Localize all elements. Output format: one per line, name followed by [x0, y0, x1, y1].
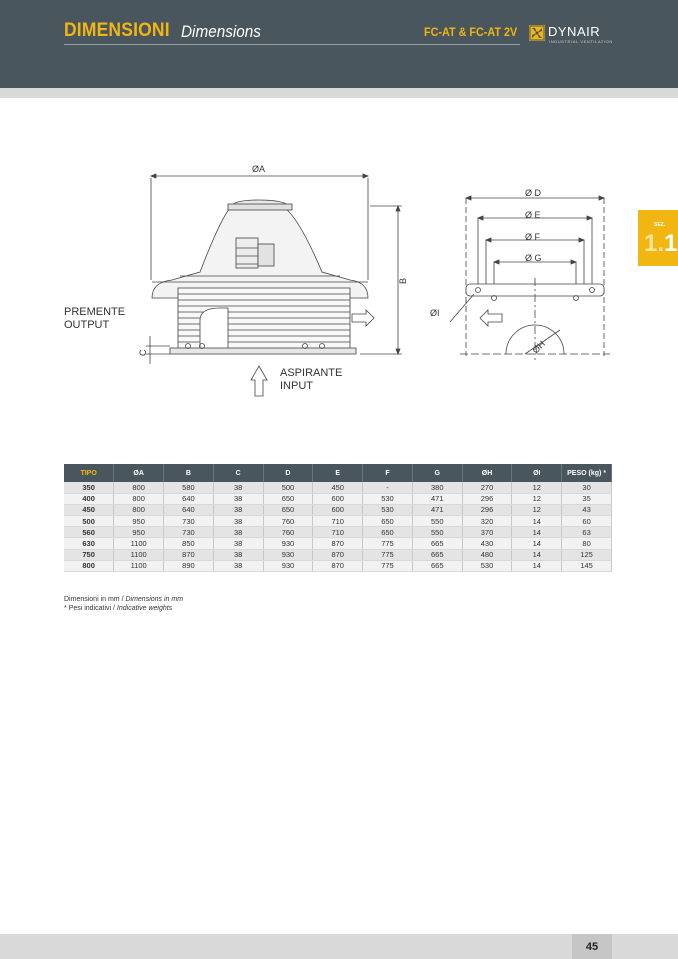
col-header: C: [213, 464, 263, 482]
table-cell: 1100: [114, 560, 164, 571]
table-cell: 665: [412, 538, 462, 549]
table-cell: 730: [164, 516, 214, 527]
page-number-box: [572, 934, 612, 959]
table-header-row: [64, 464, 612, 482]
dim-e-label: Ø E: [525, 210, 541, 220]
table-cell: 14: [512, 516, 562, 527]
section-label: SEZ.: [654, 222, 666, 228]
dim-d-label: Ø D: [525, 188, 542, 198]
table-cell: 14: [512, 527, 562, 538]
table-cell: 38: [213, 516, 263, 527]
product-name: FC-AT & FC-AT 2V: [424, 25, 518, 39]
outlet-label-it: PREMENTE: [64, 306, 126, 318]
page-title: DIMENSIONI: [64, 20, 170, 41]
table-cell: 870: [164, 549, 214, 560]
table-cell: 775: [363, 560, 413, 571]
table-cell: 296: [462, 504, 512, 515]
col-header: ØH: [462, 464, 512, 482]
table-cell: 650: [263, 493, 313, 504]
table-cell: 500: [64, 516, 114, 527]
col-header: E: [313, 464, 363, 482]
table-cell: 270: [462, 482, 512, 493]
page-header: [0, 0, 678, 88]
col-header: ØI: [512, 464, 562, 482]
table-cell: 640: [164, 504, 214, 515]
table-cell: 560: [64, 527, 114, 538]
fan-side-view: [146, 174, 502, 396]
table-cell: 630: [64, 538, 114, 549]
table-cell: 38: [213, 504, 263, 515]
table-cell: 63: [562, 527, 612, 538]
fan-base-view: [450, 196, 610, 360]
table-cell: 950: [114, 527, 164, 538]
table-cell: 650: [263, 504, 313, 515]
table-cell: 550: [412, 516, 462, 527]
col-header: F: [363, 464, 413, 482]
table-cell: 930: [263, 560, 313, 571]
dim-h-label: ØH: [530, 338, 547, 356]
table-cell: 640: [164, 493, 214, 504]
logo-text: DYNAIR: [548, 24, 601, 39]
table-cell: 800: [114, 493, 164, 504]
table-cell: 12: [512, 493, 562, 504]
table-cell: 12: [512, 504, 562, 515]
table-cell: 1100: [114, 538, 164, 549]
table-cell: 760: [263, 516, 313, 527]
outlet-label-en: OUTPUT: [64, 319, 110, 331]
note-units: Dimensioni in mm / Dimensions in mm: [64, 596, 184, 603]
header-rule: [64, 44, 520, 45]
table-cell: 125: [562, 549, 612, 560]
table-row: [64, 504, 612, 515]
table-cell: 296: [462, 493, 512, 504]
table-cell: 800: [114, 504, 164, 515]
table-cell: 400: [64, 493, 114, 504]
dim-i-label: ØI: [430, 308, 440, 318]
table-cell: 80: [562, 538, 612, 549]
table-cell: 500: [263, 482, 313, 493]
table-cell: 380: [412, 482, 462, 493]
dim-f-label: Ø F: [525, 232, 540, 242]
table-cell: 775: [363, 538, 413, 549]
section-number: 1.1: [644, 230, 678, 257]
table-cell: 850: [164, 538, 214, 549]
table-cell: 530: [363, 493, 413, 504]
col-header: ØA: [114, 464, 164, 482]
table-cell: 930: [263, 538, 313, 549]
table-cell: 38: [213, 538, 263, 549]
table-cell: 665: [412, 560, 462, 571]
table-row: [64, 516, 612, 527]
table-cell: 550: [412, 527, 462, 538]
table-cell: 30: [562, 482, 612, 493]
table-cell: 1100: [114, 549, 164, 560]
table-row: [64, 560, 612, 571]
table-cell: 60: [562, 516, 612, 527]
col-header: D: [263, 464, 313, 482]
section-tab: [638, 210, 678, 266]
table-cell: 950: [114, 516, 164, 527]
table-cell: 370: [462, 527, 512, 538]
col-header: B: [164, 464, 214, 482]
table-cell: 760: [263, 527, 313, 538]
table-cell: 38: [213, 493, 263, 504]
table-cell: 600: [313, 493, 363, 504]
table-cell: 14: [512, 560, 562, 571]
table-cell: 14: [512, 549, 562, 560]
logo-tagline: INDUSTRIAL VENTILATION: [549, 39, 613, 44]
table-cell: 710: [313, 516, 363, 527]
table-cell: 750: [64, 549, 114, 560]
table-row: [64, 549, 612, 560]
table-cell: 43: [562, 504, 612, 515]
dimensions-table: [64, 464, 612, 572]
table-cell: 471: [412, 493, 462, 504]
table-row: [64, 482, 612, 493]
table-cell: -: [363, 482, 413, 493]
table-cell: 930: [263, 549, 313, 560]
table-cell: 35: [562, 493, 612, 504]
table-cell: 38: [213, 549, 263, 560]
table-cell: 450: [64, 504, 114, 515]
note-weights: * Pesi indicativi / Indicative weights: [64, 605, 173, 612]
table-cell: 870: [313, 549, 363, 560]
table-cell: 580: [164, 482, 214, 493]
dim-g-label: Ø G: [525, 253, 542, 263]
table-cell: 665: [412, 549, 462, 560]
table-cell: 650: [363, 527, 413, 538]
table-cell: 650: [363, 516, 413, 527]
dim-a-label: ØA: [252, 164, 266, 174]
table-cell: 38: [213, 482, 263, 493]
col-header: PESO (kg) *: [562, 464, 612, 482]
table-cell: 870: [313, 560, 363, 571]
page-subtitle: Dimensions: [181, 22, 261, 41]
col-header: G: [412, 464, 462, 482]
table-row: [64, 493, 612, 504]
header-strip: [0, 88, 678, 98]
table-cell: 480: [462, 549, 512, 560]
table-notes: [64, 595, 183, 613]
table-cell: 14: [512, 538, 562, 549]
table-cell: 38: [213, 527, 263, 538]
table-cell: 800: [114, 482, 164, 493]
table-cell: 890: [164, 560, 214, 571]
col-header: TIPO: [64, 464, 114, 482]
table-cell: 145: [562, 560, 612, 571]
table-cell: 530: [363, 504, 413, 515]
dynair-logo: [529, 23, 617, 45]
dim-b-label: B: [398, 277, 408, 284]
table-cell: 12: [512, 482, 562, 493]
table-cell: 530: [462, 560, 512, 571]
fan-logo-icon: [529, 25, 545, 41]
fan-dimension-drawing: [60, 160, 620, 400]
table-cell: 730: [164, 527, 214, 538]
table-row: [64, 538, 612, 549]
dim-c-label: C: [138, 349, 148, 356]
table-cell: 38: [213, 560, 263, 571]
table-row: [64, 527, 612, 538]
inlet-label-it: ASPIRANTE: [280, 367, 343, 379]
table-cell: 600: [313, 504, 363, 515]
page-number: 45: [585, 941, 599, 953]
table-body: [64, 482, 612, 572]
table-cell: 320: [462, 516, 512, 527]
table-cell: 430: [462, 538, 512, 549]
table-cell: 775: [363, 549, 413, 560]
inlet-label-en: INPUT: [280, 380, 313, 392]
table-cell: 710: [313, 527, 363, 538]
table-cell: 800: [64, 560, 114, 571]
table-cell: 350: [64, 482, 114, 493]
table-cell: 471: [412, 504, 462, 515]
table-cell: 870: [313, 538, 363, 549]
table-cell: 450: [313, 482, 363, 493]
dimensions-table-wrap: [64, 464, 612, 572]
